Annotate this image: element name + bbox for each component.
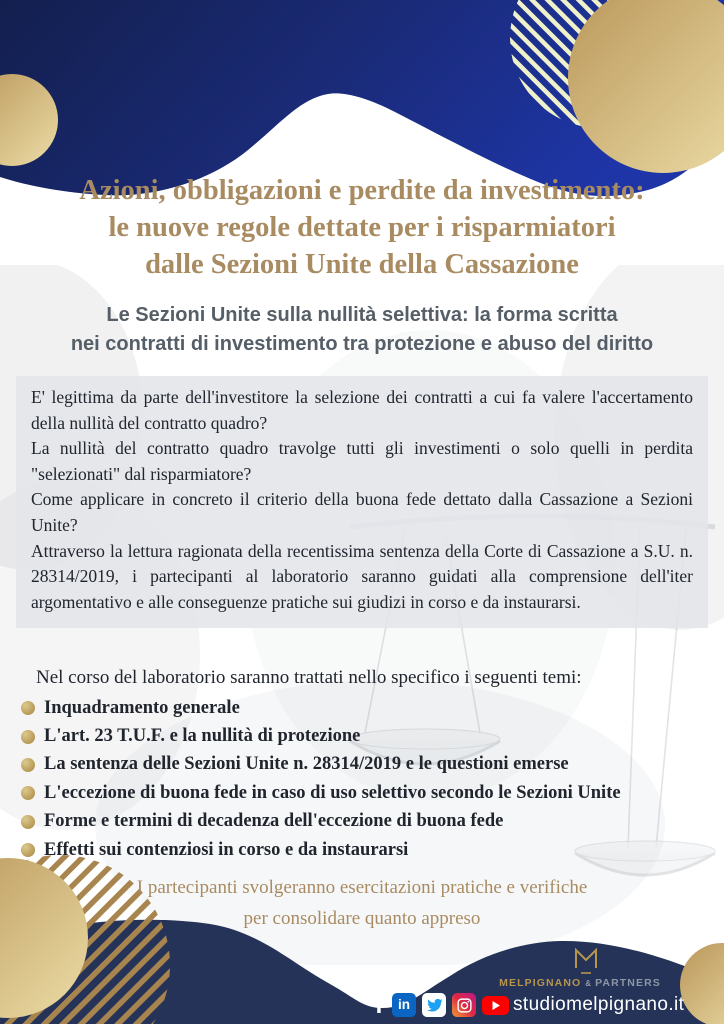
bullet-icon [21,843,35,857]
bullet-icon [21,815,35,829]
topic-item-label: La sentenza delle Sezioni Unite n. 28314/2019 e le questioni emerse [44,754,569,775]
topics-list [21,694,711,864]
twitter-icon[interactable] [422,993,446,1017]
intro-paragraph: E' legittima da parte dell'investitore la selezione dei contratti a cui fa valere l'accertamento della nullità del contratto quadro? [31,387,693,433]
intro-paragraph: Come applicare in concreto il criterio della buona fede dettato dalla Cassazione a Sezioni Unite? [31,489,693,535]
page-title-line: le nuove regole dettate per i risparmiatori [108,212,616,243]
brand-suffix: PARTNERS [595,977,661,989]
page-subtitle-line: nei contratti di investimento tra protezione e abuso del diritto [70,332,654,355]
bullet-icon [21,758,35,772]
topic-item [21,751,711,779]
page-title-line: Azioni, obbligazioni e perdite da investimento: [79,175,645,206]
topics-heading: Nel corso del laboratorio saranno trattati nello specifico i seguenti temi: [36,667,582,688]
intro-paragraph: La nullità del contratto quadro travolge tutti gli investimenti o solo quelli in perdita "selezionati" dal risparmiatore? [31,438,693,484]
closing-line: per consolidare quanto appreso [243,908,481,929]
page-subtitle-line: Le Sezioni Unite sulla nullità selettiva: la forma scritta [106,304,618,326]
topic-item [21,722,711,750]
topic-item [21,779,711,807]
topic-item [21,836,711,864]
page-title [0,172,724,283]
closing-line: I partecipanti svolgeranno esercitazioni pratiche e verifiche [136,877,588,898]
bullet-icon [21,701,35,715]
brand-name: MELPIGNANO [499,977,582,989]
topic-item [21,694,711,722]
linkedin-icon[interactable]: in [392,993,416,1017]
brand-separator: & [585,979,592,988]
page-subtitle [0,301,724,358]
brand-monogram-icon [572,946,600,976]
page-title-line: dalle Sezioni Unite della Cassazione [145,249,579,280]
brand-line [492,977,668,989]
bullet-icon [21,730,35,744]
topic-item-label: L'eccezione di buona fede in caso di uso selettivo secondo le Sezioni Unite [44,782,621,803]
social-row [372,993,509,1017]
website-link[interactable]: studiomelpignano.it [513,994,685,1015]
topic-item [21,808,711,836]
topic-item-label: Inquadramento generale [44,697,240,718]
intro-box [16,376,708,628]
closing-note [0,872,724,934]
instagram-icon[interactable] [452,993,476,1017]
topic-item-label: L'art. 23 T.U.F. e la nullità di protezione [44,726,361,747]
topic-item-label: Forme e termini di decadenza dell'eccezione di buona fede [44,811,504,832]
facebook-icon[interactable]: f [374,991,384,1019]
bullet-icon [21,786,35,800]
topic-item-label: Effetti sui contenziosi in corso e da instaurarsi [44,839,409,860]
youtube-icon[interactable] [482,996,509,1015]
intro-paragraph: Attraverso la lettura ragionata della recentissima sentenza della Corte di Cassazione a S.U. n. 28314/2019, i partecipanti al laboratorio saranno guidati alla comprensione dell'iter argomentativo e alle conseguenze pratiche sui giudizi in corso e da instaurarsi. [31,540,693,612]
